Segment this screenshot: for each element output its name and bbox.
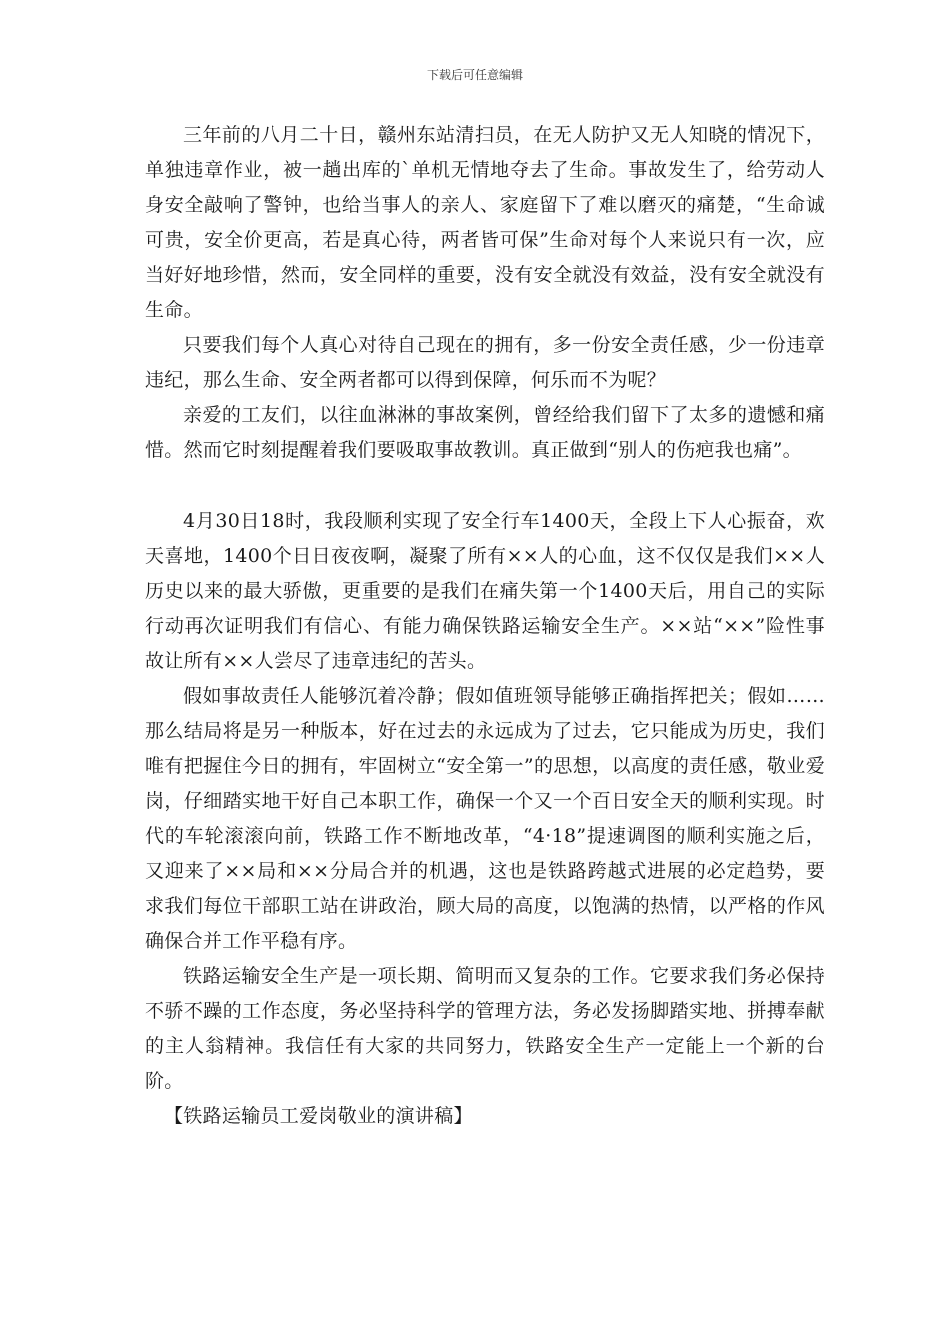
paragraph-accident-story: 三年前的八月二十日，赣州东站清扫员，在无人防护又无人知晓的情况下，单独违章作业，被一趟出库的`单机无情地夺去了生命。事故发生了，给劳动人身安全敲响了警钟，也给当事人的亲人、家庭留下了难以磨灭的痛楚，“生命诚可贵，安全价更高，若是真心待，两者皆可保”生命对每个人来说只有一次，应当好好地珍惜，然而，安全同样的重要，没有安全就没有效益，没有安全就没有生命。 xyxy=(145,124,825,321)
paragraph-lessons: 亲爱的工友们，以往血淋淋的事故案例，曾经给我们留下了太多的遗憾和痛惜。然而它时刻提醒着我们要吸取事故教训。真正做到“别人的伤疤我也痛”。 xyxy=(145,404,825,461)
paragraph-safety-record: 4月30日18时，我段顺利实现了安全行车1400天，全段上下人心振奋，欢天喜地，1400个日日夜夜啊，凝聚了所有××人的心血，这不仅仅是我们××人历史以来的最大骄傲，更重要的是我们在痛失第一个1400天后，用自己的实际行动再次证明我们有信心、有能力确保铁路运输安全生产。××站“××”险性事故让所有××人尝尽了违章违纪的苦头。 xyxy=(145,510,825,672)
paragraph-conclusion: 铁路运输安全生产是一项长期、简明而又复杂的工作。它要求我们务必保持不骄不躁的工作态度，务必坚持科学的管理方法，务必发扬脚踏实地、拼搏奉献的主人翁精神。我信任有大家的共同努力，铁路安全生产一定能上一个新的台阶。 xyxy=(145,965,825,1092)
document-body xyxy=(145,118,825,1134)
paragraph-responsibility: 只要我们每个人真心对待自己现在的拥有，多一份安全责任感，少一份违章违纪，那么生命、安全两者都可以得到保障，何乐而不为呢？ xyxy=(145,334,825,391)
page-header: 下载后可任意编辑 xyxy=(426,68,523,82)
paragraph-hypothetical: 假如事故责任人能够沉着冷静；假如值班领导能够正确指挥把关；假如……那么结局将是另一种版本，好在过去的永远成为了过去，它只能成为历史，我们唯有把握住今日的拥有，牢固树立“安全第一”的思想，以高度的责任感，敬业爱岗，仔细踏实地干好自己本职工作，确保一个又一个百日安全天的顺利实现。时代的车轮滚滚向前，铁路工作不断地改革，“4·18”提速调图的顺利实施之后，又迎来了××局和××分局合并的机遇，这也是铁路跨越式进展的必定趋势，要求我们每位干部职工站在讲政治，顾大局的高度，以饱满的热情，以严格的作风确保合并工作平稳有序。 xyxy=(145,685,825,952)
closing-title: 【铁路运输员工爱岗敬业的演讲稿】 xyxy=(164,1105,473,1127)
section-gap xyxy=(145,468,825,504)
